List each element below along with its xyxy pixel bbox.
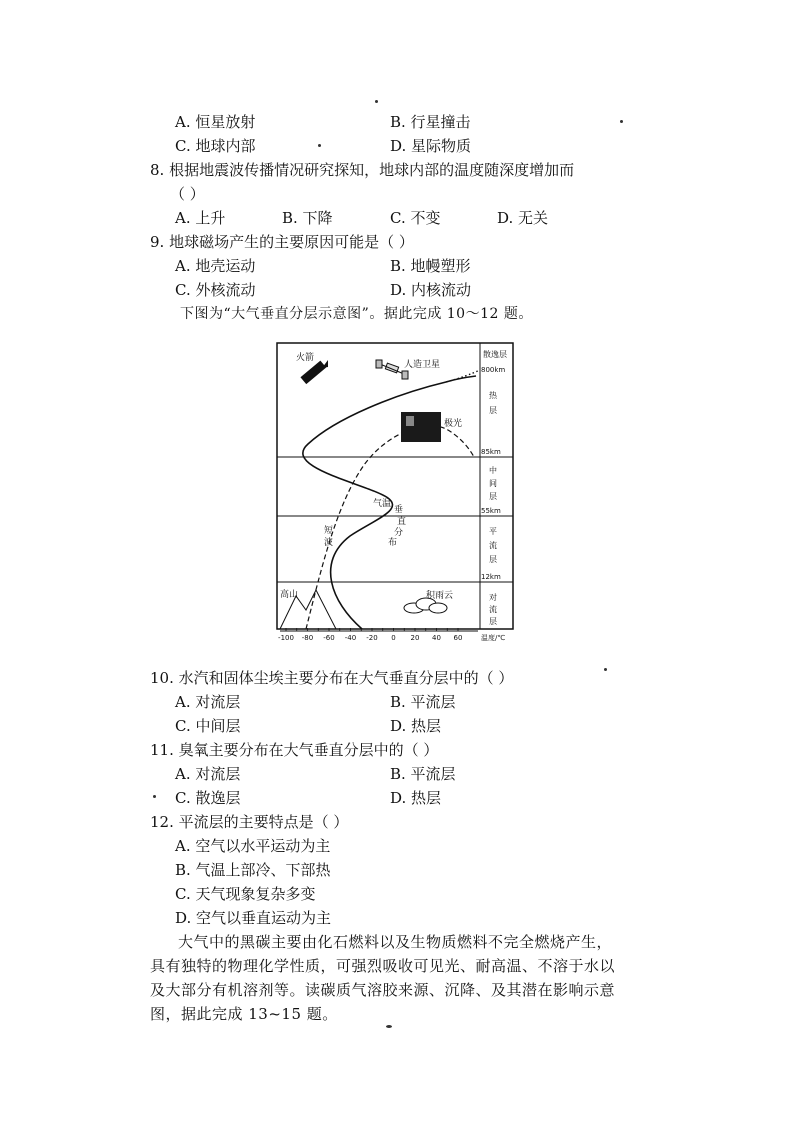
layer-troposphere-2: 流: [489, 605, 497, 614]
q10-option-d: D. 热层: [390, 717, 442, 735]
layer-troposphere-3: 层: [489, 617, 497, 626]
shortwave-label-2: 波: [324, 538, 334, 548]
q11-option-d: D. 热层: [390, 789, 442, 807]
x-axis-tick-label: -40: [344, 634, 357, 642]
layer-stratosphere-1: 平: [489, 527, 497, 536]
layer-mesosphere-3: 层: [489, 492, 497, 501]
q8-option-a: A. 上升: [175, 209, 226, 227]
q7-option-a: A. 恒星放射: [175, 113, 256, 131]
q12-option-a: A. 空气以水平运动为主: [175, 837, 331, 855]
q9-stem: 9. 地球磁场产生的主要原因可能是（ ）: [150, 233, 414, 251]
q8-option-b: B. 下降: [282, 209, 333, 227]
q12-option-c: C. 天气现象复杂多变: [175, 885, 316, 903]
temp-curve-label-2: 垂: [394, 505, 404, 515]
height-55km: 55km: [481, 507, 501, 515]
intro-10-12: 下图为“大气垂直分层示意图”。据此完成 10～12 题。: [180, 306, 533, 322]
x-axis-tick-label: 40: [432, 634, 441, 642]
q7-option-c: C. 地球内部: [175, 137, 256, 155]
height-85km: 85km: [481, 448, 501, 456]
x-axis-ticks: [278, 628, 462, 642]
q10-option-a: A. 对流层: [175, 693, 241, 711]
q10-option-b: B. 平流层: [390, 693, 456, 711]
q11-option-a: A. 对流层: [175, 765, 241, 783]
q9-option-b: B. 地幔塑形: [390, 257, 471, 275]
q11-option-b: B. 平流层: [390, 765, 456, 783]
rocket-icon: [300, 360, 328, 384]
cloud-label: 积雨云: [426, 591, 454, 601]
atmosphere-layers-diagram: [276, 340, 516, 645]
x-axis-tick-label: -100: [278, 634, 294, 642]
x-axis-unit: 温度/℃: [481, 634, 506, 642]
scan-speck: [153, 795, 156, 798]
q11-option-c: C. 散逸层: [175, 789, 241, 807]
scan-speck: [386, 1025, 392, 1028]
layer-stratosphere-3: 层: [489, 555, 497, 564]
temp-curve-label-4: 分: [394, 528, 404, 538]
passage-line-3: 及大部分有机溶剂等。读碳质气溶胶来源、沉降、及其潜在影响示意: [150, 981, 616, 999]
rocket-label: 火箭: [296, 353, 315, 363]
q12-stem: 12. 平流层的主要特点是（ ）: [150, 813, 349, 831]
q7-option-d: D. 星际物质: [390, 137, 472, 155]
satellite-label: 人造卫星: [404, 360, 441, 370]
q8-option-d: D. 无关: [497, 209, 549, 227]
aurora-label: 极光: [444, 419, 463, 429]
height-12km: 12km: [481, 573, 501, 581]
q8-option-c: C. 不变: [390, 209, 441, 227]
scan-speck: [375, 100, 378, 103]
q9-option-c: C. 外核流动: [175, 281, 256, 299]
layer-stratosphere-2: 流: [489, 541, 497, 550]
layer-thermosphere-2: 层: [489, 406, 497, 415]
q12-option-b: B. 气温上部冷、下部热: [175, 861, 331, 879]
q7-option-b: B. 行星撞击: [390, 113, 471, 131]
x-axis-tick-label: 0: [391, 634, 396, 642]
q8-stem: 8. 根据地震波传播情况研究探知，地球内部的温度随深度增加而: [150, 161, 575, 179]
shortwave-label-1: 短: [324, 526, 334, 536]
mountain-label: 高山: [280, 590, 299, 600]
q12-option-d: D. 空气以垂直运动为主: [175, 909, 332, 927]
scan-speck: [620, 120, 623, 123]
layer-mesosphere-1: 中: [489, 466, 497, 475]
q9-option-d: D. 内核流动: [390, 281, 472, 299]
temp-curve-label-5: 布: [388, 538, 398, 548]
layer-troposphere-1: 对: [489, 593, 497, 602]
q10-stem: 10. 水汽和固体尘埃主要分布在大气垂直分层中的（ ）: [150, 669, 514, 687]
x-axis-tick-label: -80: [301, 634, 314, 642]
height-800km: 800km: [481, 366, 506, 374]
scan-speck: [318, 144, 321, 147]
temp-curve-label-1: 气温: [373, 499, 392, 509]
q11-stem: 11. 臭氧主要分布在大气垂直分层中的（ ）: [150, 741, 439, 759]
temp-curve-label-3: 直: [397, 517, 407, 527]
q9-option-a: A. 地壳运动: [175, 257, 256, 275]
passage-line-4: 图，据此完成 13~15 题。: [150, 1005, 338, 1023]
passage-line-2: 具有独特的物理化学性质，可强烈吸收可见光、耐高温、不溶于水以: [150, 957, 616, 975]
layer-thermosphere-1: 热: [489, 391, 497, 400]
passage-line-1: 大气中的黑碳主要由化石燃料以及生物质燃料不完全燃烧产生，: [178, 933, 613, 951]
q8-blank: （ ）: [170, 185, 205, 203]
x-axis-tick-label: 60: [453, 634, 463, 642]
q10-option-c: C. 中间层: [175, 717, 241, 735]
x-axis-tick-label: -20: [366, 634, 378, 642]
layer-exosphere: 散逸层: [483, 350, 507, 359]
layer-mesosphere-2: 间: [489, 479, 497, 488]
x-axis-tick-label: -60: [323, 634, 335, 642]
scan-speck: [604, 668, 607, 671]
diagram-frame: [277, 343, 513, 629]
aurora-glow: [406, 416, 414, 426]
x-axis-tick-label: 20: [410, 634, 420, 642]
